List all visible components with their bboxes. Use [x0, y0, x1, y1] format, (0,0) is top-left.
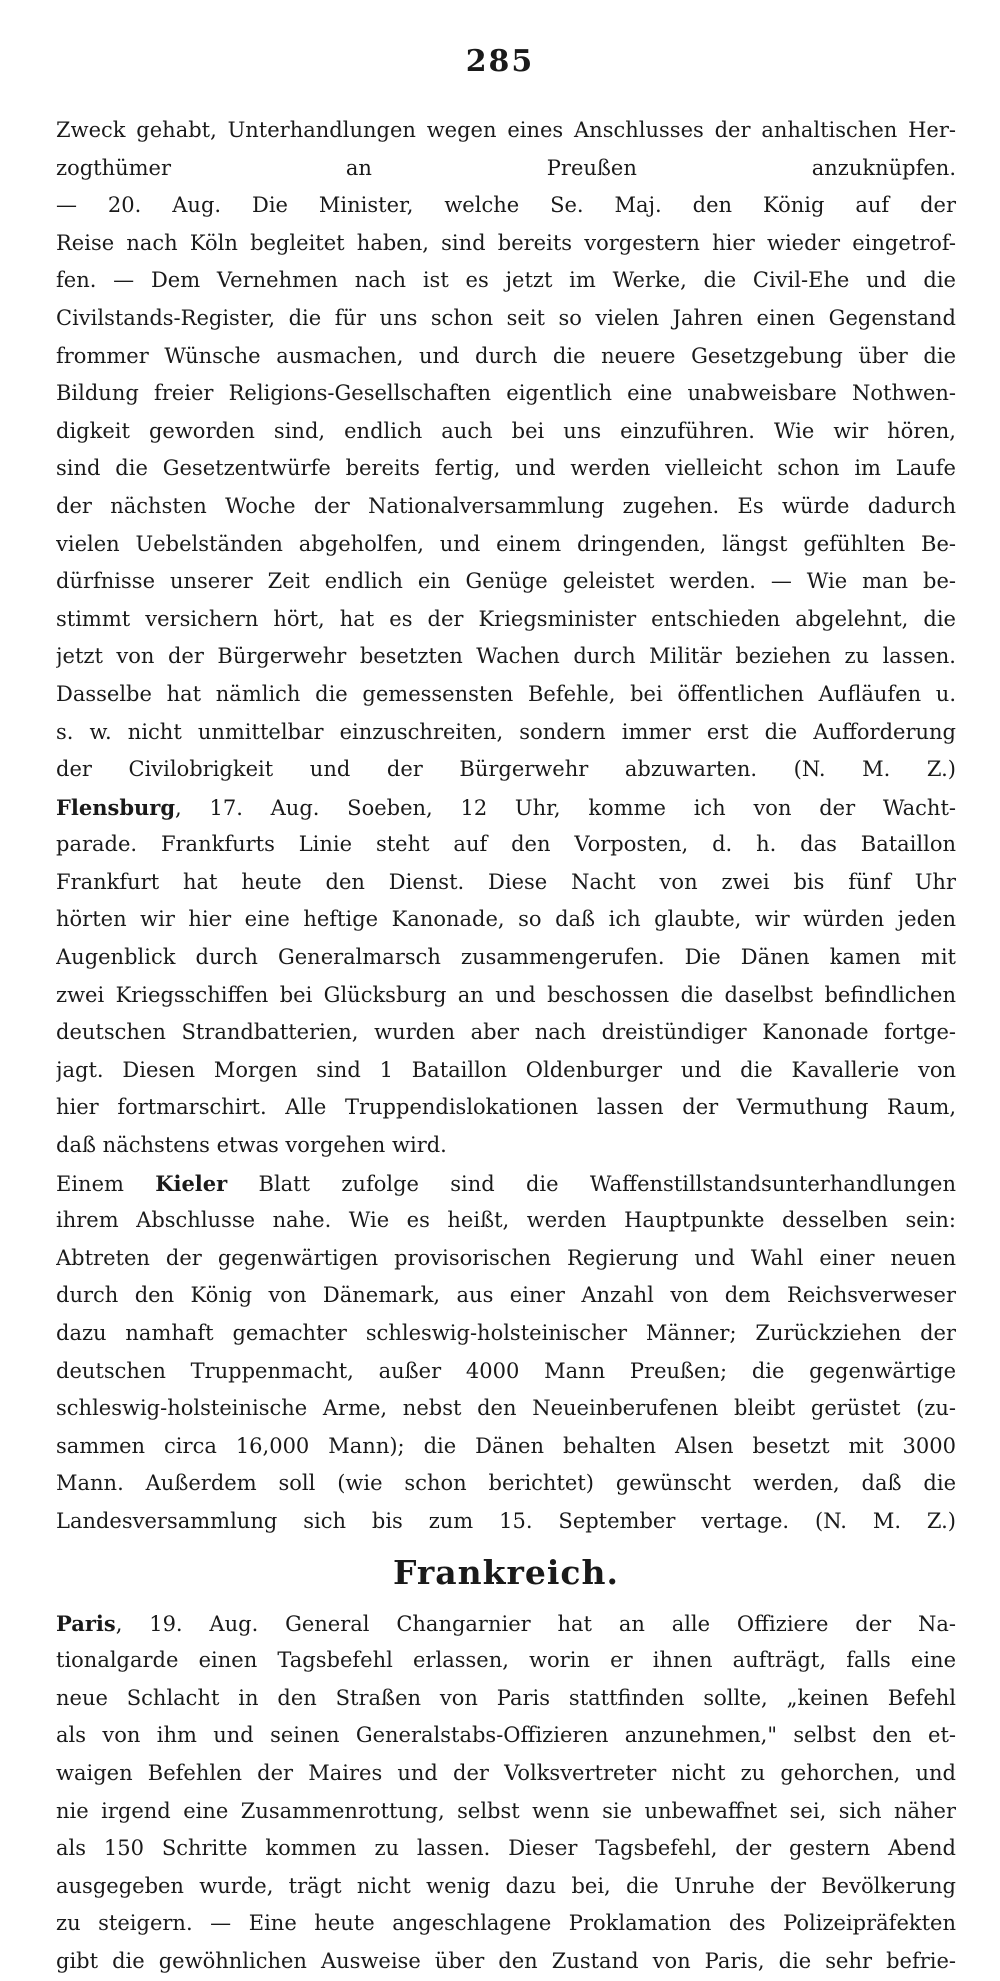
- page-number: 285: [465, 44, 535, 79]
- text-line: Civilstands-Register, die für uns schon seit so vielen Jahren einen Gegenstand: [56, 305, 956, 330]
- text-line-rest: Blatt zufolge sind die Waffenstillstandsunterhandlungen: [227, 1171, 956, 1196]
- text-line: Zweck gehabt, Unterhandlungen wegen eines Anschlusses der anhaltischen Her-: [56, 118, 956, 142]
- text-line: schleswig-holsteinische Arme, nebst den Neueinberufenen bleibt gerüstet (zu-: [56, 1396, 956, 1421]
- dateline-flensburg: Flensburg: [56, 794, 176, 820]
- text-line: — 20. Aug. Die Minister, welche Se. Maj. den König auf der: [56, 193, 956, 218]
- text-line-rest: , 17. Aug. Soeben, 12 Uhr, komme ich von der Wacht-: [175, 795, 956, 820]
- text-line: hörten wir hier eine heftige Kanonade, so daß ich glaubte, wir würden jeden: [56, 907, 956, 932]
- flensburg-lines: [56, 826, 956, 1164]
- paris-report: [56, 1605, 956, 1981]
- text-line: jetzt von der Bürgerwehr besetzten Wachen durch Militär beziehen zu lassen.: [56, 644, 956, 669]
- text-line: der Civilobrigkeit und der Bürgerwehr abzuwarten. (N. M. Z.): [56, 757, 956, 782]
- article-text: [56, 112, 956, 1981]
- text-line: dazu namhaft gemachter schleswig-holsteinischer Männer; Zurückziehen der: [56, 1321, 956, 1345]
- text-line: frommer Wünsche ausmachen, und durch die neuere Gesetzgebung über die: [56, 343, 956, 368]
- kiel-lines: [56, 1202, 956, 1540]
- text-line: der nächsten Woche der Nationalversammlung zugehen. Es würde dadurch: [56, 493, 956, 518]
- section-heading-frankreich: Frankreich.: [393, 1552, 619, 1592]
- text-line: daß nächstens etwas vorgehen wird.: [56, 1133, 447, 1158]
- text-line: dürfnisse unserer Zeit endlich ein Genüge geleistet werden. — Wie man be-: [56, 569, 956, 594]
- text-line: waigen Befehlen der Maires und der Volksvertreter nicht zu gehorchen, und: [56, 1760, 956, 1785]
- text-line: Landesversammlung sich bis zum 15. September vertage. (N. M. Z.): [56, 1508, 956, 1533]
- text-line: [56, 1605, 956, 1643]
- text-line: zwei Kriegsschiffen bei Glücksburg an und beschossen die daselbst befindlichen: [56, 982, 956, 1007]
- text-line: zogthümer an Preußen anzuknüpfen.: [56, 155, 956, 180]
- text-line: [56, 1165, 956, 1203]
- text-line: nie irgend eine Zusammenrottung, selbst wenn sie unbewaffnet sei, sich näher: [56, 1798, 956, 1823]
- text-line: jagt. Diesen Morgen sind 1 Bataillon Oldenburger und die Kavallerie von: [56, 1057, 956, 1082]
- text-line: gibt die gewöhnlichen Ausweise über den Zustand von Paris, die sehr befrie-: [56, 1948, 956, 1973]
- text-line: parade. Frankfurts Linie steht auf den Vorposten, d. h. das Bataillon: [56, 832, 956, 857]
- text-line: fen. — Dem Vernehmen nach ist es jetzt im Werke, die Civil-Ehe und die: [56, 268, 956, 293]
- text-line: sind die Gesetzentwürfe bereits fertig, und werden vielleicht schon im Laufe: [56, 456, 956, 481]
- text-line-start: Einem: [56, 1171, 156, 1196]
- text-line: Frankfurt hat heute den Dienst. Diese Nacht von zwei bis fünf Uhr: [56, 869, 956, 894]
- prussia-news-block: [56, 112, 956, 789]
- text-line: als von ihm und seinen Generalstabs-Offizieren anzunehmen," selbst den et-: [56, 1723, 956, 1748]
- text-line: digkeit geworden sind, endlich auch bei uns einzuführen. Wie wir hören,: [56, 418, 956, 443]
- dateline-paris: Paris: [56, 1610, 116, 1636]
- text-line: durch den König von Dänemark, aus einer Anzahl von dem Reichsverweser: [56, 1283, 956, 1308]
- text-line: [56, 789, 956, 827]
- text-line: tionalgarde einen Tagsbefehl erlassen, worin er ihnen aufträgt, falls eine: [56, 1648, 956, 1673]
- text-line: zu steigern. — Eine heute angeschlagene Proklamation des Polizeipräfekten: [56, 1911, 956, 1936]
- flensburg-report: [56, 789, 956, 1165]
- text-line: hier fortmarschirt. Alle Truppendislokationen lassen der Vermuthung Raum,: [56, 1095, 956, 1120]
- text-line: Mann. Außerdem soll (wie schon berichtet) gewünscht werden, daß die: [56, 1471, 956, 1496]
- text-line: als 150 Schritte kommen zu lassen. Dieser Tagsbefehl, der gestern Abend: [56, 1836, 956, 1861]
- text-line: Bildung freier Religions-Gesellschaften eigentlich eine unabweisbare Nothwen-: [56, 381, 956, 406]
- text-line: neue Schlacht in den Straßen von Paris stattfinden sollte, „keinen Befehl: [56, 1685, 956, 1710]
- text-line: deutschen Truppenmacht, außer 4000 Mann Preußen; die gegenwärtige: [56, 1358, 956, 1383]
- text-line: stimmt versichern hört, hat es der Kriegsminister entschieden abgelehnt, die: [56, 606, 956, 631]
- text-line: sammen circa 16,000 Mann); die Dänen behalten Alsen besetzt mit 3000: [56, 1433, 956, 1458]
- paris-lines: [56, 1642, 956, 1980]
- text-line: ausgegeben wurde, trägt nicht wenig dazu bei, die Unruhe der Bevölkerung: [56, 1873, 956, 1898]
- text-line: s. w. nicht unmittelbar einzuschreiten, sondern immer erst die Aufforderung: [56, 719, 956, 744]
- text-line-rest: , 19. Aug. General Changarnier hat an alle Offiziere der Na-: [115, 1611, 956, 1636]
- text-line: Augenblick durch Generalmarsch zusammengerufen. Die Dänen kamen mit: [56, 945, 956, 970]
- text-line: deutschen Strandbatterien, wurden aber nach dreistündiger Kanonade fortge-: [56, 1020, 956, 1045]
- kiel-report: [56, 1165, 956, 1541]
- text-line: Reise nach Köln begleitet haben, sind bereits vorgestern hier wieder eingetrof-: [56, 230, 956, 255]
- text-line: Abtreten der gegenwärtigen provisorischen Regierung und Wahl einer neuen: [56, 1245, 956, 1270]
- text-line: ihrem Abschlusse nahe. Wie es heißt, werden Hauptpunkte desselben sein:: [56, 1208, 956, 1233]
- text-line: vielen Uebelständen abgeholfen, und einem dringenden, längst gefühlten Be-: [56, 531, 956, 556]
- text-line: Dasselbe hat nämlich die gemessensten Befehle, bei öffentlichen Aufläufen u.: [56, 681, 956, 706]
- kieler-bold: Kieler: [155, 1170, 228, 1196]
